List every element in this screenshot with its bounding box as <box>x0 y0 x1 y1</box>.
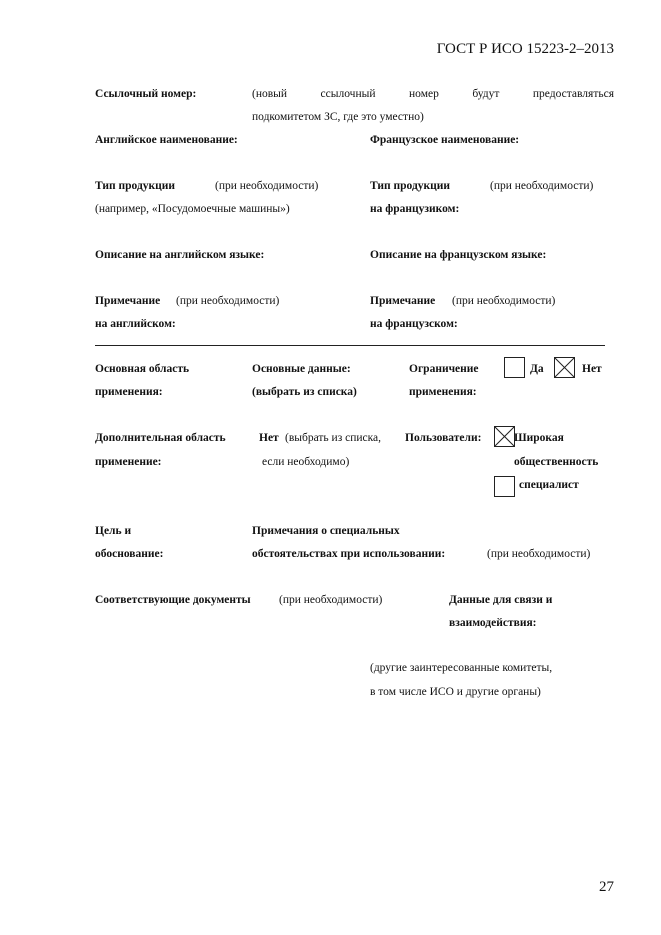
product-type-en-note: (при необходимости) <box>215 180 319 192</box>
specialist-label: специалист <box>519 479 579 491</box>
no-checkbox[interactable] <box>554 357 575 378</box>
note-fr-label: Примечание <box>370 295 436 307</box>
product-type-fr-label: Тип продукции <box>370 180 451 192</box>
additional-none-label: Нет <box>259 432 279 444</box>
english-name-label: Английское наименование: <box>95 134 238 146</box>
users-label: Пользователи: <box>405 432 482 444</box>
yes-checkbox[interactable] <box>504 357 525 378</box>
additional-area-label-line1: Дополнительная область <box>95 432 226 444</box>
restriction-label-line2: применения: <box>409 386 477 398</box>
additional-area-label-line2: применение: <box>95 456 162 468</box>
no-label: Нет <box>582 363 602 375</box>
main-area-label-line2: применения: <box>95 386 163 398</box>
french-description-label: Описание на французском языке: <box>370 249 547 261</box>
note-fr-note: (при необходимости) <box>452 295 556 307</box>
product-type-en-example: (например, «Посудомоечные машины») <box>95 203 290 215</box>
checkmark-x-icon <box>495 427 514 446</box>
contact-label-line2: взаимодействия: <box>449 617 537 629</box>
basic-data-label-line2: (выбрать из списка) <box>252 386 357 398</box>
other-committees-line1: (другие заинтересованные комитеты, <box>370 662 553 674</box>
additional-none-note-line1: (выбрать из списка, <box>285 432 382 444</box>
wide-public-label-line1: Широкая <box>514 432 564 444</box>
reference-number-label: Ссылочный номер: <box>95 88 197 100</box>
checkmark-x-icon <box>555 358 574 377</box>
special-notes-note: (при необходимости) <box>487 548 591 560</box>
contact-label-line1: Данные для связи и <box>449 594 553 606</box>
note-en-note: (при необходимости) <box>176 295 280 307</box>
wide-public-checkbox[interactable] <box>494 426 515 447</box>
special-notes-label-line1: Примечания о специальных <box>252 525 400 537</box>
main-area-label-line1: Основная область <box>95 363 190 375</box>
product-type-fr-suffix: на французиком: <box>370 203 460 215</box>
note-fr-suffix: на французском: <box>370 318 458 330</box>
related-docs-label: Соответствующие документы <box>95 594 251 606</box>
page-number: 27 <box>599 879 614 895</box>
reference-number-text-line1: (новый ссылочный номер будут предоставляться <box>252 88 614 100</box>
product-type-fr-note: (при необходимости) <box>490 180 594 192</box>
related-docs-note: (при необходимости) <box>279 594 383 606</box>
goal-label-line2: обоснование: <box>95 548 164 560</box>
restriction-label-line1: Ограничение <box>409 363 479 375</box>
specialist-checkbox[interactable] <box>494 476 515 497</box>
product-type-en-label: Тип продукции <box>95 180 176 192</box>
yes-label: Да <box>530 363 544 375</box>
french-name-label: Французское наименование: <box>370 134 520 146</box>
other-committees-line2: в том числе ИСО и другие органы) <box>370 686 541 698</box>
additional-none-note-line2: если необходимо) <box>262 456 350 468</box>
basic-data-label-line1: Основные данные: <box>252 363 351 375</box>
reference-number-text-line2: подкомитетом ЗС, где это уместно) <box>252 111 424 123</box>
section-divider <box>95 345 605 346</box>
special-notes-label-line2: обстоятельствах при использовании: <box>252 548 446 560</box>
note-en-label: Примечание <box>95 295 161 307</box>
english-description-label: Описание на английском языке: <box>95 249 265 261</box>
goal-label-line1: Цель и <box>95 525 132 537</box>
wide-public-label-line2: общественность <box>514 456 599 468</box>
note-en-suffix: на английском: <box>95 318 176 330</box>
standard-header: ГОСТ Р ИСО 15223-2–2013 <box>436 41 614 57</box>
